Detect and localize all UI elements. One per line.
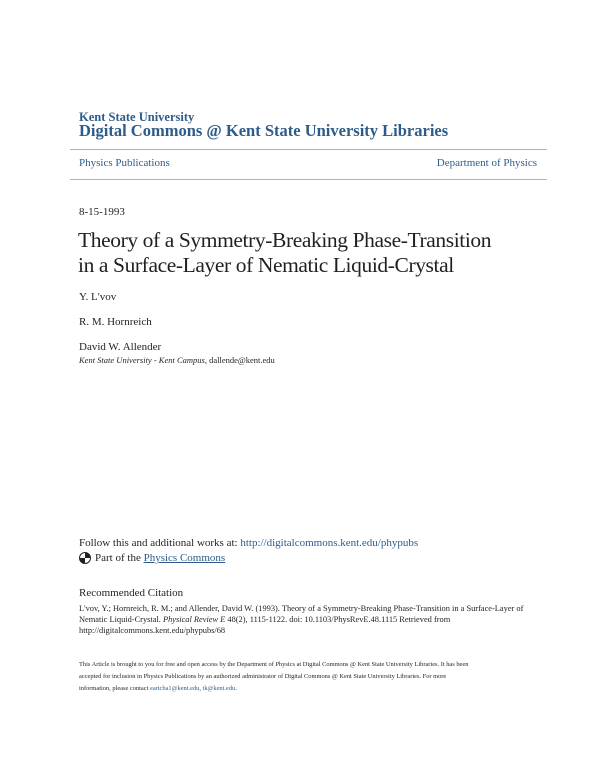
notice-line-2: accepted for inclusion in Physics Publications by an authorized administrator of Digital Commons @ Kent State University Libraries. For more xyxy=(79,673,447,680)
department-of-physics-link[interactable]: Department of Physics xyxy=(436,157,537,169)
citation-title-end: Nematic Liquid-Crystal. xyxy=(79,615,163,624)
author-name: R. M. Hornreich xyxy=(79,316,152,328)
follow-line xyxy=(79,537,418,549)
publication-date: 8-15-1993 xyxy=(79,206,125,218)
article-title-line-1: Theory of a Symmetry-Breaking Phase-Transition xyxy=(78,228,492,252)
header-rule-top xyxy=(70,149,547,150)
affiliation-campus: Kent State University - Kent Campus xyxy=(79,355,205,365)
article-title-line-2: in a Surface-Layer of Nematic Liquid-Crystal xyxy=(78,253,454,277)
collection-url-link[interactable]: http://digitalcommons.kent.edu/phypubs xyxy=(240,537,419,549)
network-commons-icon xyxy=(79,552,91,564)
notice-separator: , xyxy=(199,685,203,692)
author-name: Y. L'vov xyxy=(79,291,117,303)
physics-publications-link[interactable]: Physics Publications xyxy=(79,157,170,169)
citation-details: 48(2), 1115-1122. doi: 10.1103/PhysRevE.48.1115 Retrieved from xyxy=(225,615,451,624)
notice-line-1: This Article is brought to you for free and open access by the Department of Physics at Digital Commons @ Kent State University Libraries. It has been xyxy=(79,661,469,668)
physics-commons-link[interactable]: Physics Commons xyxy=(143,552,226,564)
citation-line-1: L'vov, Y.; Hornreich, R. M.; and Allender, David W. (1993). Theory of a Symmetry-Breaking Phase-Transition in a Surface-Layer of xyxy=(79,604,524,613)
follow-prefix: Follow this and additional works at: xyxy=(79,537,241,549)
contact-email-link[interactable]: tk@kent.edu xyxy=(202,685,236,692)
author-affiliation xyxy=(79,355,275,365)
citation-line-3: http://digitalcommons.kent.edu/phypubs/68 xyxy=(79,626,226,635)
citation-line-2 xyxy=(79,615,450,624)
citation-journal: Physical Review E xyxy=(162,615,226,624)
affiliation-email: , dallende@kent.edu xyxy=(204,355,275,365)
repository-name[interactable]: Digital Commons @ Kent State University Libraries xyxy=(79,121,449,140)
header-rule-bottom xyxy=(70,179,547,180)
part-of-line xyxy=(79,552,225,564)
part-of-prefix: Part of the xyxy=(95,552,141,564)
notice-line-3 xyxy=(79,685,237,692)
author-name: David W. Allender xyxy=(79,341,162,353)
citation-heading: Recommended Citation xyxy=(79,587,184,599)
notice-contact-prefix: information, please contact xyxy=(79,685,150,692)
contact-email-link[interactable]: earicha1@kent.edu xyxy=(149,685,200,692)
notice-end: . xyxy=(235,685,237,692)
institution-name[interactable]: Kent State University xyxy=(79,110,195,124)
